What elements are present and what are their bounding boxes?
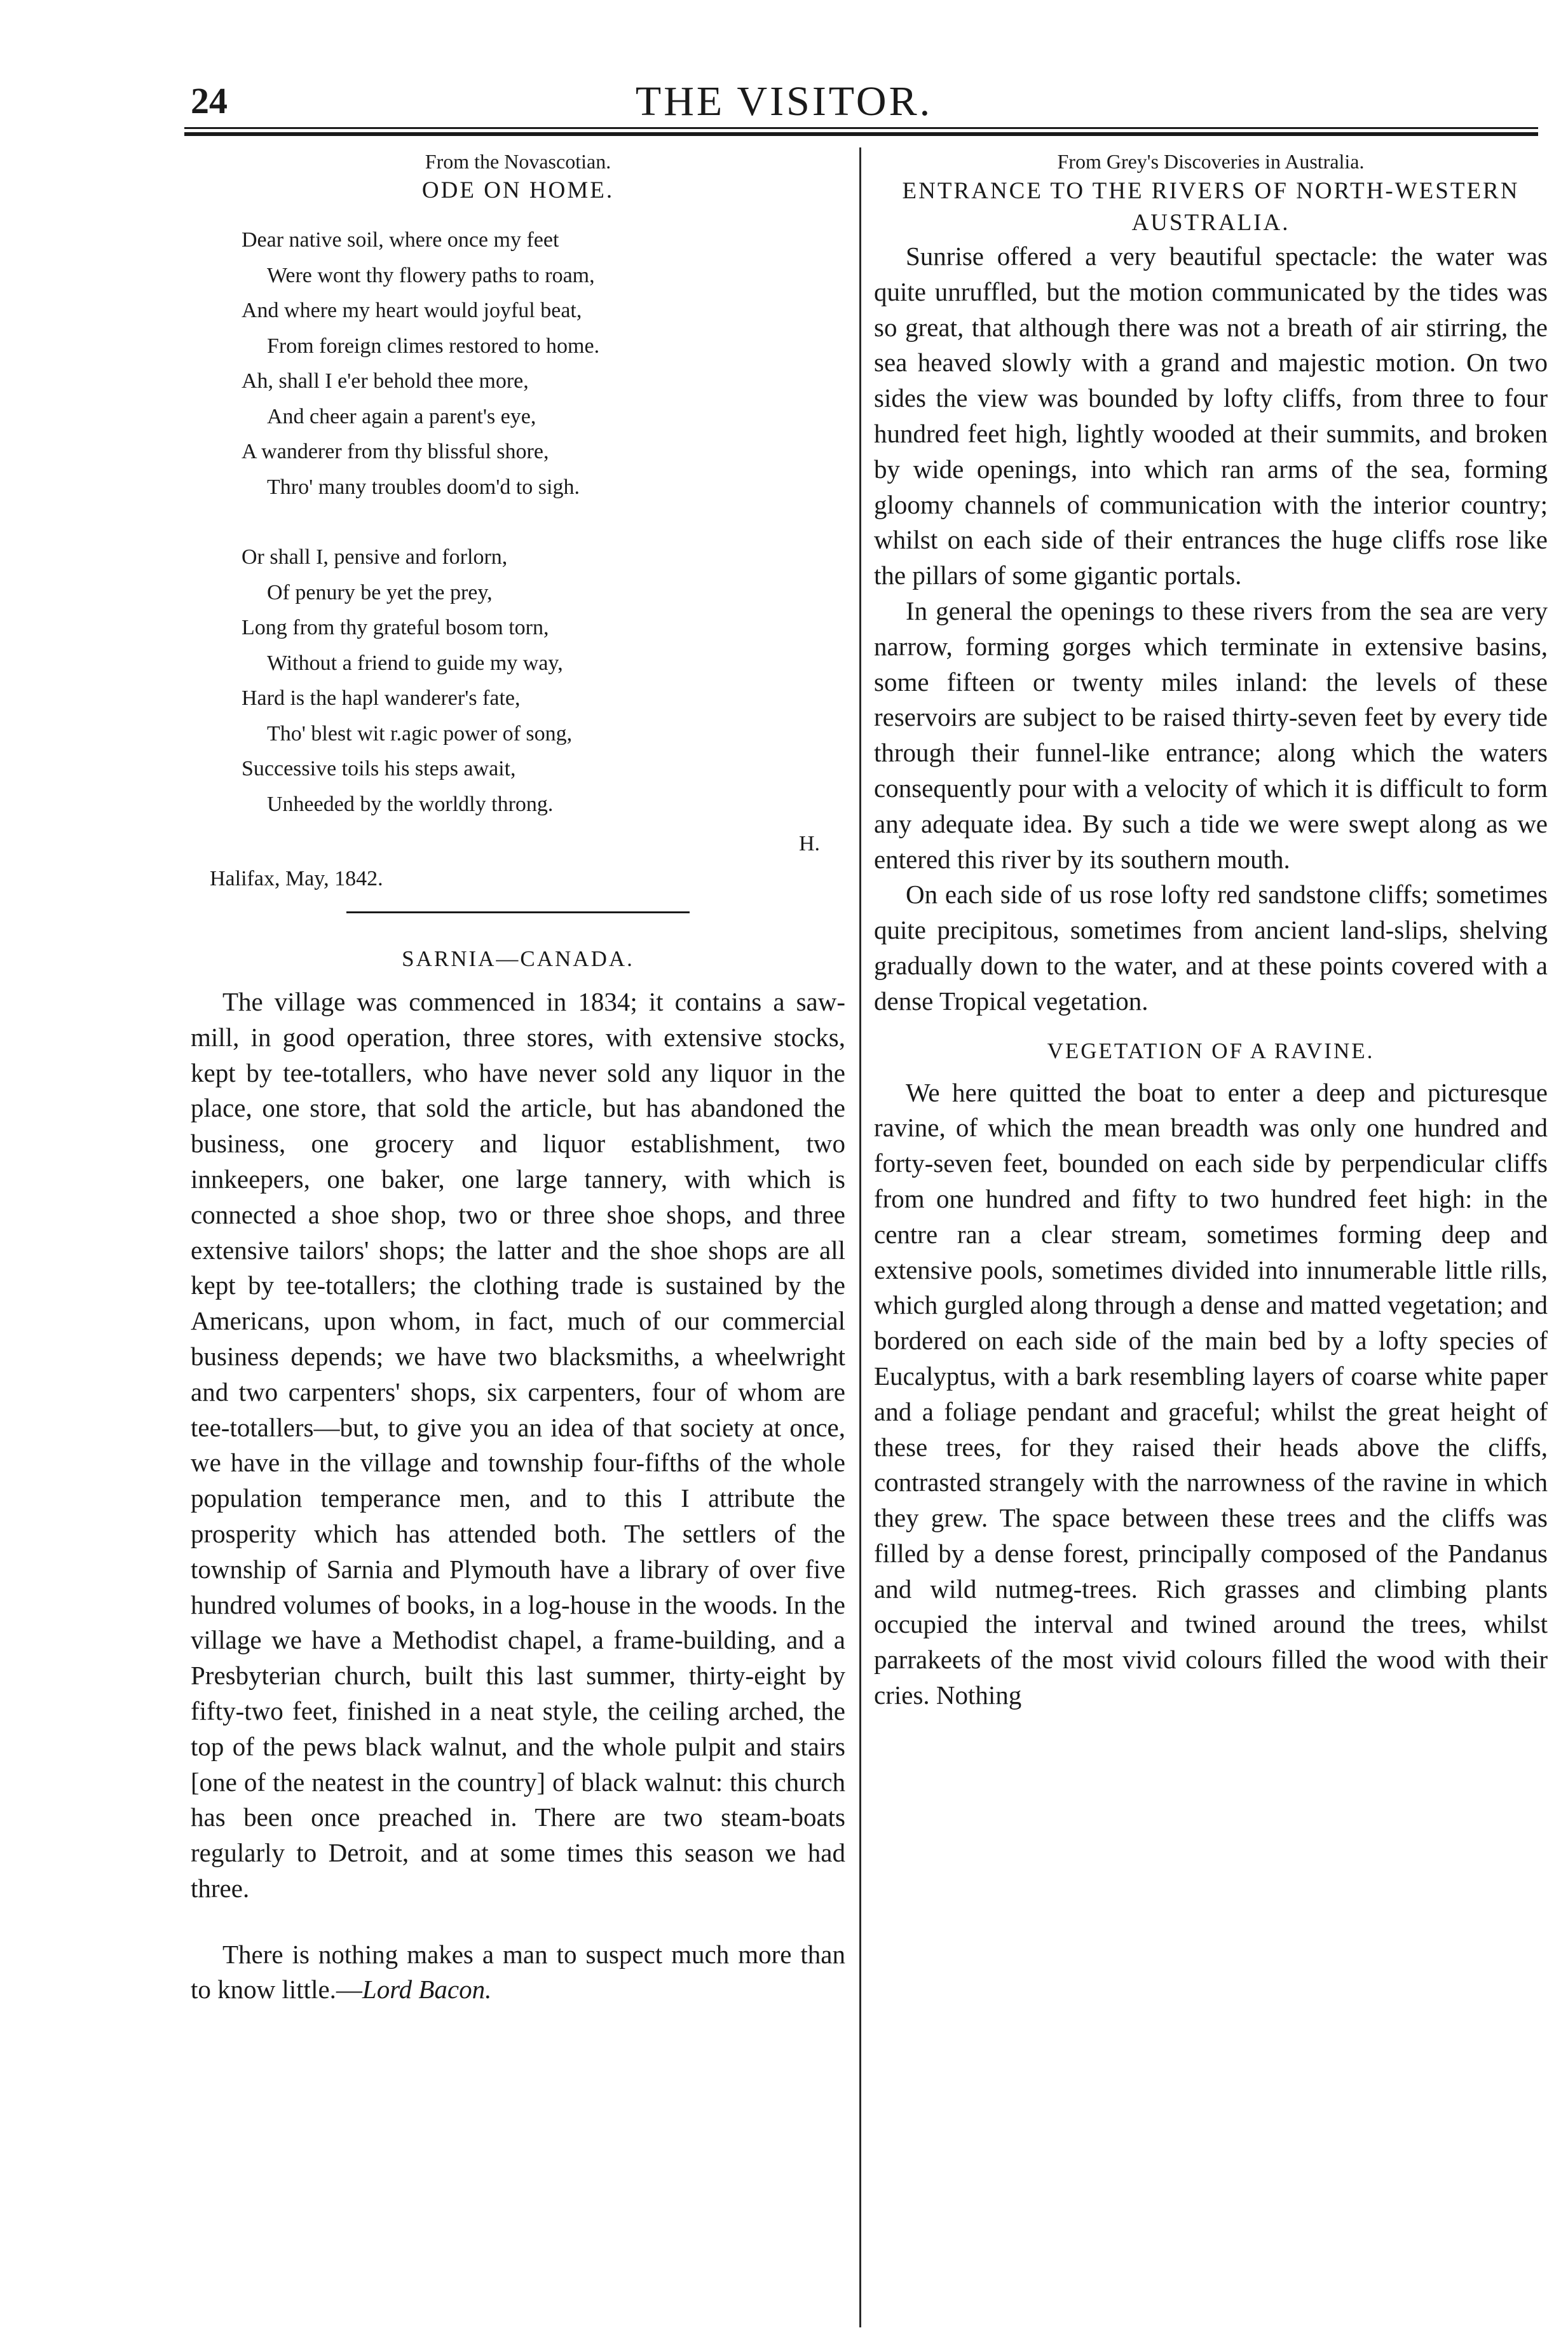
poem-stanza	[242, 222, 845, 505]
poem-line: Dear native soil, where once my feet	[242, 228, 559, 252]
poem-line: And cheer again a parent's eye,	[267, 404, 536, 428]
poem-line: Ah, shall I e'er behold thee more,	[242, 369, 529, 393]
ravine-body	[874, 1075, 1548, 1713]
poem-stanza	[242, 540, 845, 822]
subsection-title: VEGETATION OF A RAVINE.	[1047, 1038, 1375, 1063]
poem-line: Hard is the hapl wanderer's fate,	[242, 686, 521, 710]
poem-line: Long from thy grateful bosom torn,	[242, 616, 549, 639]
paragraph: In general the openings to these rivers from the sea are very narrow, forming gorges which terminate in extensive basins, some fifteen or twenty miles inland: the levels of these reservoirs are subject to be raised thirty-seven feet by every tide through their funnel-like entrance; along which the waters consequently pour with a velocity of which it is difficult to form any adequate idea. By such a tide we were swept along as we entered this river by its southern mouth.	[874, 596, 1548, 874]
right-column	[874, 147, 1548, 1713]
article-title: SARNIA—CANADA.	[402, 946, 634, 971]
header-rule	[184, 127, 1538, 129]
running-title: THE VISITOR.	[635, 78, 933, 125]
page-number: 24	[191, 80, 228, 121]
poem-line: Or shall I, pensive and forlorn,	[242, 545, 508, 569]
column-divider	[859, 147, 861, 2327]
poem-initial: H.	[798, 832, 820, 855]
article-body	[191, 984, 845, 1907]
poem-line: And where my heart would joyful beat,	[242, 299, 582, 322]
paragraph: We here quitted the boat to enter a deep and picturesque ravine, of which the mean breadth was only one hundred and forty-seven feet, bounded on each side by perpendicular cliffs from one hundred and fifty to two hundred feet high: in the centre ran a clear stream, sometimes forming deep and extensive pools, sometimes divided into innumerable little rills, which gurgled along through a dense and matted vegetation; and bordered on each side of the main bed by a lofty species of Eucalyptus, with a bark resembling layers of coarse white paper and a foliage pendant and graceful; whilst the great height of these trees, for they raised their heads above the cliffs, contrasted strangely with the narrowness of the ravine in which they grew. The space between these trees and the cliffs was filled by a dense forest, principally composed of the Pandanus and wild nutmeg-trees. Rich grasses and climbing plants occupied the interval and twined around the trees, whilst parrakeets of the most vivid colours filled the wood with their cries. Nothing	[874, 1077, 1548, 1710]
quote-text: There is nothing makes a man to suspect much more than to know little.—Lord Bacon.	[191, 1939, 845, 2004]
poem-line: Tho' blest wit r.agic power of song,	[267, 721, 573, 745]
poem-line: Unheeded by the worldly throng.	[267, 792, 554, 816]
section-rule	[346, 911, 690, 913]
poem-body	[242, 222, 845, 822]
entrance-body	[874, 239, 1548, 1019]
article-source: From Grey's Discoveries in Australia.	[1057, 150, 1365, 173]
paragraph: The village was commenced in 1834; it contains a saw-mill, in good operation, three stores, with extensive stocks, kept by tee-totallers, who have never sold any liquor in the place, one store, that sold the article, but has abandoned the business, one grocery and liquor establishment, two innkeepers, one baker, one large tannery, with which is connected a shoe shop, two or three shoe shops, and three extensive tailors' shops; the latter and the shoe shops are all kept by tee-totallers; the clothing trade is sustained by the Americans, upon whom, in fact, much of our commercial business depends; we have two blacksmiths, a wheelwright and two carpenters' shops, six carpenters, four of whom are tee-totallers—but, to give you an idea of that society at once, we have in the village and township four-fifths of the whole population temperance men, and to this I attribute the prosperity which has attended both. The settlers of the township of Sarnia and Plymouth have a library of over five hundred volumes of books, in a log-house in the woods. In the village we have a Methodist chapel, a frame-building, and a Presbyterian church, built this last summer, thirty-eight by fifty-two feet, finished in a neat style, the ceiling arched, the top of the pews black walnut, and the whole pulpit and stairs [one of the neatest in the country] of black walnut: this church has been once preached in. There are two steam-boats regularly to Detroit, and at some times this season we had three.	[191, 987, 845, 1903]
poem-line: Were wont thy flowery paths to roam,	[267, 263, 595, 287]
poem-line: Thro' many troubles doom'd to sigh.	[267, 475, 580, 499]
header-rule-thick	[184, 132, 1538, 136]
paragraph: Sunrise offered a very beautiful spectacle: the water was quite unruffled, but the motion communicated by the tides was so great, that although there was not a breath of air stirring, the sea heaved slowly with a grand and majestic motion. On two sides the view was bounded by lofty cliffs, from three to four hundred feet high, lightly wooded at their summits, and broken by wide openings, into which ran arms of the sea, forming gloomy channels of communication with the interior country; whilst on each side of their entrances the huge cliffs rose like the pillars of some gigantic portals.	[874, 242, 1548, 590]
paragraph: On each side of us rose lofty red sandstone cliffs; sometimes quite precipitous, sometimes from ancient land-slips, shelving gradually down to the water, and at these points covered with a dense Tropical vegetation.	[874, 880, 1548, 1016]
left-column	[191, 147, 845, 2007]
quote-author: Lord Bacon.	[362, 1974, 492, 2004]
poem-line: From foreign climes restored to home.	[267, 334, 600, 358]
poem-line: A wanderer from thy blissful shore,	[242, 440, 549, 463]
poem-dateline: Halifax, May, 1842.	[210, 867, 383, 890]
poem-line: Of penury be yet the prey,	[267, 580, 493, 604]
poem-line: Successive toils his steps await,	[242, 757, 516, 780]
quote	[191, 1937, 845, 2007]
poem-source: From the Novascotian.	[425, 150, 611, 173]
poem-line: Without a friend to guide my way,	[267, 651, 563, 675]
article-title-right: ENTRANCE TO THE RIVERS OF NORTH-WESTERN AUSTRALIA.	[902, 178, 1520, 236]
poem-title: ODE ON HOME.	[421, 177, 615, 203]
